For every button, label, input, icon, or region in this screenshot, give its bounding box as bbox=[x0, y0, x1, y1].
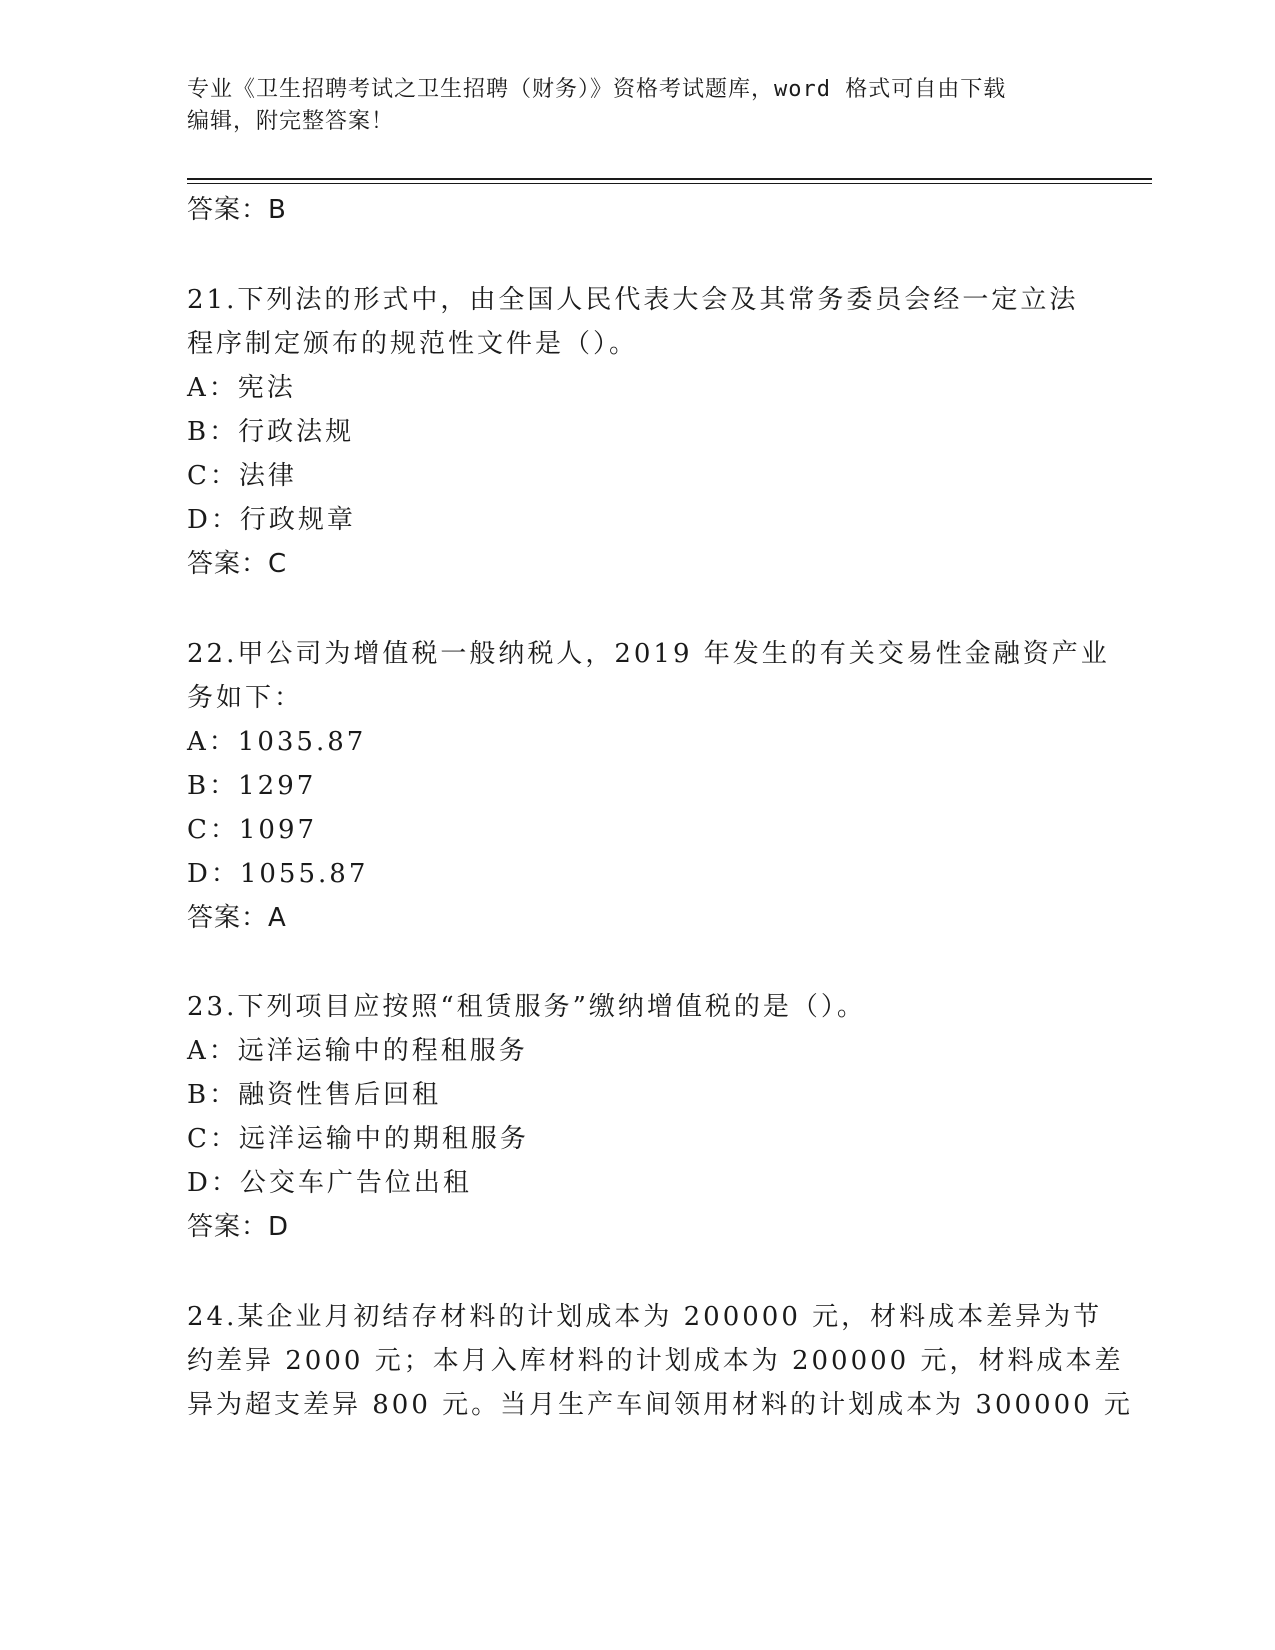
header-line-1: 专业《卫生招聘考试之卫生招聘（财务）》资格考试题库，word 格式可自由下载 bbox=[187, 77, 1007, 102]
question-22-option-d: D：1055.87 bbox=[187, 859, 369, 889]
question-23-answer: 答案：D bbox=[187, 1212, 290, 1242]
question-21-option-b: B：行政法规 bbox=[187, 417, 355, 447]
question-22-option-a: A：1035.87 bbox=[187, 727, 367, 757]
question-22-answer: 答案：A bbox=[187, 903, 287, 933]
question-22-stem-line-2: 务如下： bbox=[187, 683, 304, 713]
question-23-option-b: B：融资性售后回租 bbox=[187, 1080, 442, 1110]
question-24-stem-line-3: 异为超支差异 800 元。当月生产车间领用材料的计划成本为 300000 元 bbox=[187, 1390, 1133, 1420]
previous-answer: 答案：B bbox=[187, 195, 287, 225]
question-23-option-d: D：公交车广告位出租 bbox=[187, 1168, 472, 1198]
question-21-stem-line-2: 程序制定颁布的规范性文件是（）。 bbox=[187, 329, 639, 359]
question-21-option-d: D：行政规章 bbox=[187, 505, 356, 535]
question-22-option-b: B：1297 bbox=[187, 771, 317, 801]
question-23-option-c: C：远洋运输中的期租服务 bbox=[187, 1124, 529, 1154]
header-rule-thick bbox=[187, 178, 1152, 180]
question-23-stem-line-1: 23.下列项目应按照“租赁服务”缴纳增值税的是（）。 bbox=[187, 992, 866, 1022]
document-header bbox=[187, 74, 1067, 138]
question-22-option-c: C：1097 bbox=[187, 815, 318, 845]
question-23-option-a: A：远洋运输中的程租服务 bbox=[187, 1036, 528, 1066]
question-21-option-c: C：法律 bbox=[187, 461, 297, 491]
header-rule-thin bbox=[187, 183, 1152, 184]
question-21-option-a: A：宪法 bbox=[187, 373, 296, 403]
question-21-answer: 答案：C bbox=[187, 549, 288, 579]
question-21-stem-line-1: 21.下列法的形式中，由全国人民代表大会及其常务委员会经一定立法 bbox=[187, 285, 1079, 315]
header-line-2: 编辑，附完整答案！ bbox=[187, 109, 395, 134]
question-22-stem-line-1: 22.甲公司为增值税一般纳税人，2019 年发生的有关交易性金融资产业 bbox=[187, 639, 1110, 669]
question-24-stem-line-2: 约差异 2000 元；本月入库材料的计划成本为 200000 元，材料成本差 bbox=[187, 1346, 1124, 1376]
question-24-stem-line-1: 24.某企业月初结存材料的计划成本为 200000 元，材料成本差异为节 bbox=[187, 1302, 1103, 1332]
